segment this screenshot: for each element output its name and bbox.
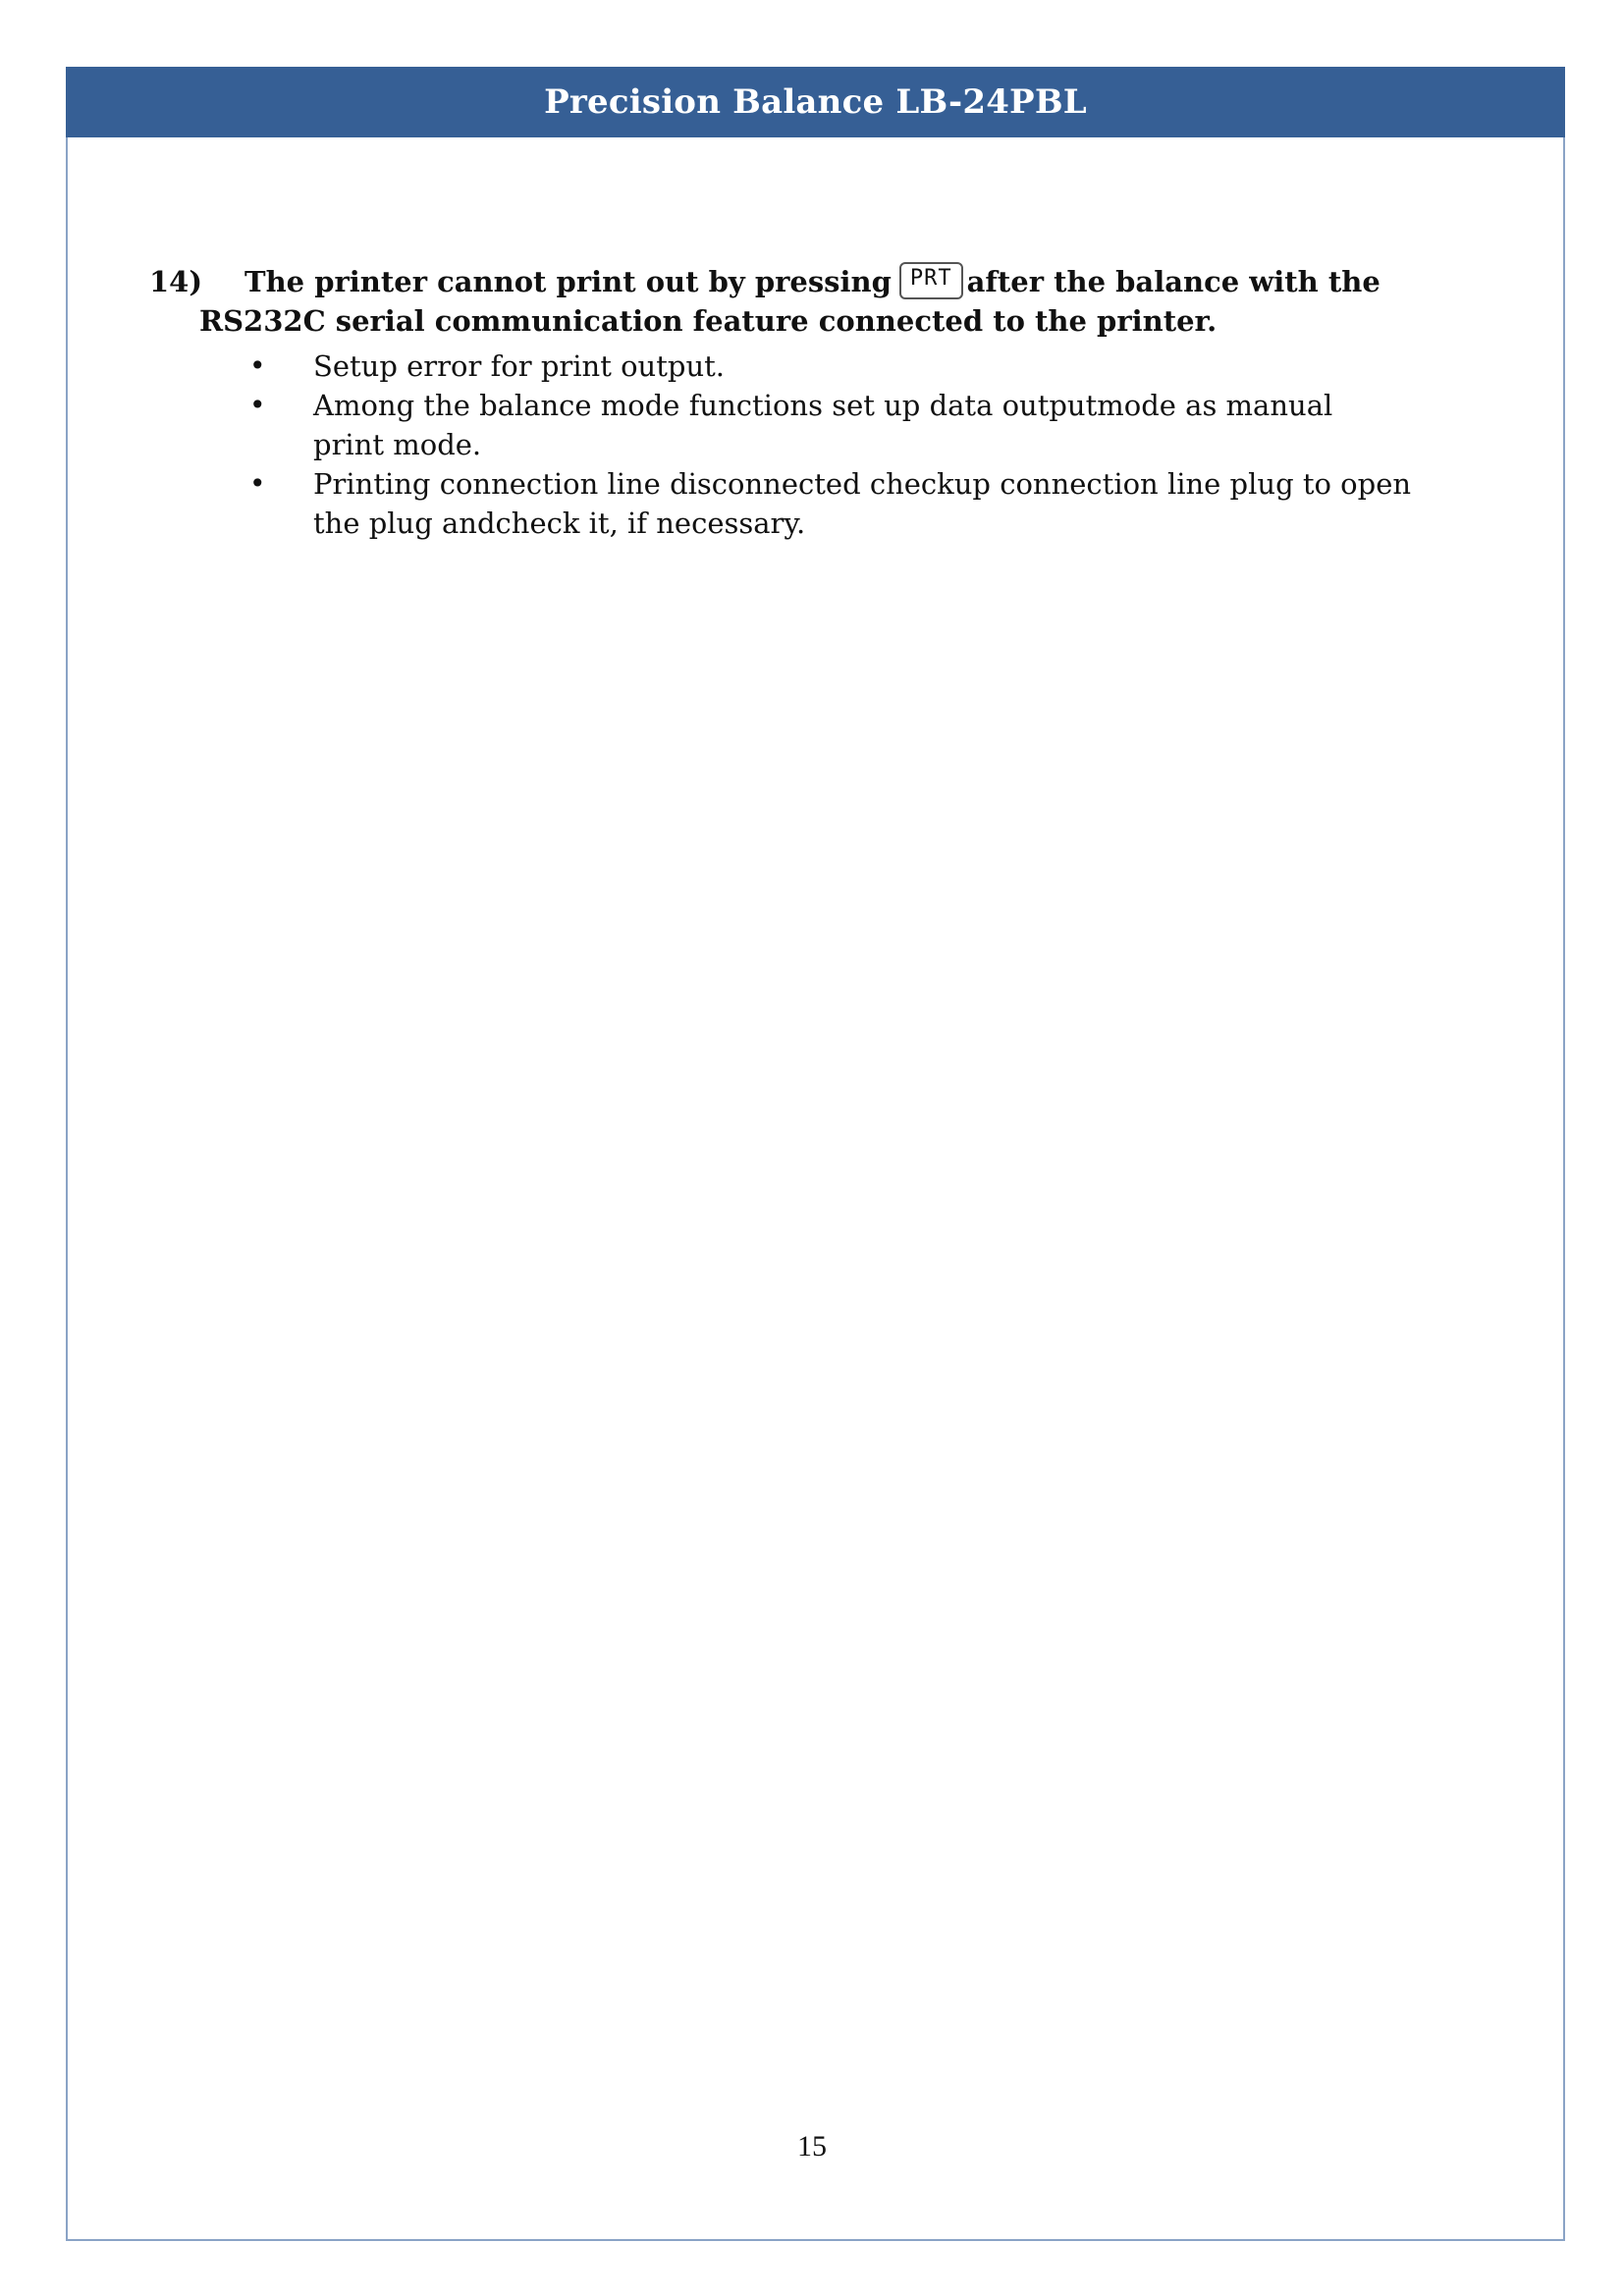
list-item <box>149 386 1531 464</box>
heading-line-1 <box>149 263 1426 302</box>
bullet-icon: • <box>249 349 266 382</box>
document-title: Precision Balance LB-24PBL <box>544 82 1087 122</box>
list-item-text: Printing connection line disconnected checkup connection line plug to open <box>313 467 1412 501</box>
list-item <box>149 347 1531 386</box>
page-number: 15 <box>797 2130 827 2163</box>
cause-list <box>149 347 1426 543</box>
list-item <box>149 464 1531 543</box>
header-bar <box>66 67 1565 137</box>
list-item-text: Among the balance mode functions set up data outputmode as manual <box>313 389 1333 422</box>
bullet-icon: • <box>249 467 266 500</box>
heading-text-part2: after the balance with the <box>966 265 1380 298</box>
heading-text-part1: The printer cannot print out by pressing <box>244 265 892 298</box>
troubleshooting-item-14 <box>149 263 1426 543</box>
item-heading <box>149 263 1426 341</box>
list-item-text-cont: the plug andcheck it, if necessary. <box>313 507 806 540</box>
bullet-icon: • <box>249 389 266 421</box>
list-item-text-cont: print mode. <box>313 428 482 461</box>
heading-line-2: RS232C serial communication feature connected to the printer. <box>199 304 1218 338</box>
list-item-text: Setup error for print output. <box>313 349 725 383</box>
item-number: 14) <box>149 265 203 298</box>
prt-key-icon: PRT <box>899 262 963 299</box>
